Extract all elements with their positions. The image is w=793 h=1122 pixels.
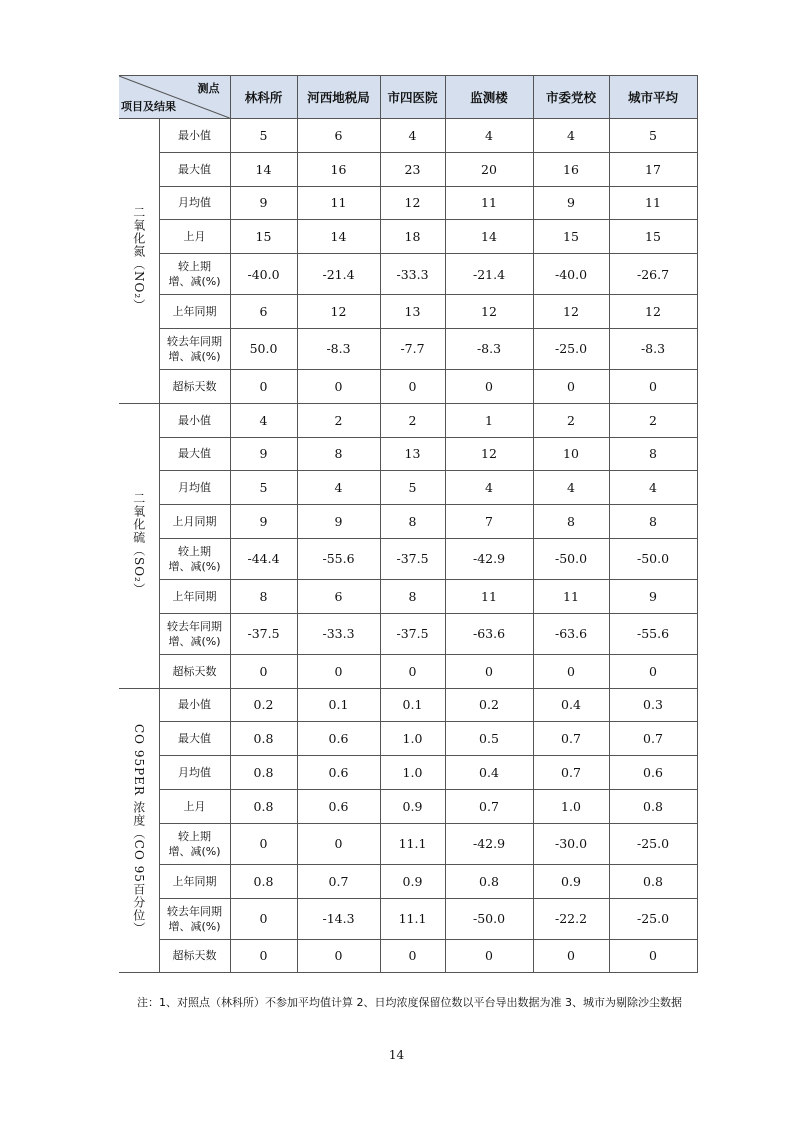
value-cell: -14.3 — [297, 898, 380, 939]
value-cell: 0.2 — [230, 688, 297, 722]
value-cell: 2 — [609, 403, 697, 437]
value-cell: 8 — [297, 437, 380, 471]
pollutant-name: 二氧化氮（NO₂） — [131, 206, 146, 313]
value-cell: -63.6 — [533, 613, 609, 654]
value-cell: 0 — [380, 939, 445, 973]
corner-top-label: 测点 — [197, 82, 220, 95]
value-cell: 0.8 — [230, 722, 297, 756]
value-cell: -25.0 — [533, 328, 609, 369]
value-cell: 12 — [445, 295, 533, 329]
value-cell: 0 — [230, 823, 297, 864]
value-cell: 4 — [533, 471, 609, 505]
table-row — [119, 505, 697, 539]
header-row — [119, 76, 697, 119]
value-cell: 50.0 — [230, 328, 297, 369]
row-label: 上年同期 — [159, 579, 230, 613]
value-cell: -25.0 — [609, 898, 697, 939]
value-cell: 8 — [609, 505, 697, 539]
row-label: 较上期 增、减(%) — [159, 823, 230, 864]
value-cell: -42.9 — [445, 538, 533, 579]
value-cell: 9 — [297, 505, 380, 539]
table-row — [119, 220, 697, 254]
value-cell: 15 — [533, 220, 609, 254]
value-cell: 5 — [609, 119, 697, 153]
row-label: 较去年同期 增、减(%) — [159, 328, 230, 369]
value-cell: 5 — [230, 119, 297, 153]
value-cell: 0 — [533, 369, 609, 403]
value-cell: -37.5 — [380, 613, 445, 654]
site-header: 监测楼 — [445, 76, 533, 119]
value-cell: 0 — [445, 939, 533, 973]
value-cell: 15 — [230, 220, 297, 254]
value-cell: 7 — [445, 505, 533, 539]
row-label: 月均值 — [159, 471, 230, 505]
value-cell: -30.0 — [533, 823, 609, 864]
value-cell: 11.1 — [380, 898, 445, 939]
value-cell: 0 — [445, 654, 533, 688]
value-cell: 0.7 — [533, 722, 609, 756]
value-cell: 0 — [533, 939, 609, 973]
table-row — [119, 823, 697, 864]
value-cell: 4 — [297, 471, 380, 505]
value-cell: -22.2 — [533, 898, 609, 939]
row-label: 超标天数 — [159, 654, 230, 688]
row-label: 超标天数 — [159, 369, 230, 403]
table-row — [119, 898, 697, 939]
table-row — [119, 471, 697, 505]
value-cell: -40.0 — [533, 254, 609, 295]
value-cell: -26.7 — [609, 254, 697, 295]
table-row — [119, 295, 697, 329]
value-cell: -33.3 — [297, 613, 380, 654]
value-cell: 0.6 — [297, 756, 380, 790]
value-cell: 8 — [609, 437, 697, 471]
row-label: 最大值 — [159, 152, 230, 186]
pollutant-name: 二氧化硫（SO₂） — [131, 492, 146, 597]
pollutant-table — [119, 75, 698, 973]
value-cell: 9 — [609, 579, 697, 613]
value-cell: 0 — [380, 369, 445, 403]
value-cell: 0 — [380, 654, 445, 688]
value-cell: -37.5 — [230, 613, 297, 654]
value-cell: 18 — [380, 220, 445, 254]
value-cell: -55.6 — [609, 613, 697, 654]
value-cell: -8.3 — [445, 328, 533, 369]
value-cell: 16 — [533, 152, 609, 186]
value-cell: 4 — [380, 119, 445, 153]
pollutant-group-label — [119, 403, 159, 688]
value-cell: 4 — [445, 471, 533, 505]
row-label: 上月同期 — [159, 505, 230, 539]
table-row — [119, 152, 697, 186]
value-cell: 1.0 — [380, 756, 445, 790]
value-cell: 11 — [533, 579, 609, 613]
value-cell: 0.8 — [609, 864, 697, 898]
value-cell: -8.3 — [297, 328, 380, 369]
value-cell: 0 — [297, 823, 380, 864]
table-row — [119, 254, 697, 295]
value-cell: -50.0 — [609, 538, 697, 579]
value-cell: 0 — [230, 654, 297, 688]
value-cell: 12 — [380, 186, 445, 220]
value-cell: 5 — [380, 471, 445, 505]
site-header: 河西地税局 — [297, 76, 380, 119]
table-row — [119, 722, 697, 756]
value-cell: 11 — [445, 579, 533, 613]
value-cell: 15 — [609, 220, 697, 254]
value-cell: 8 — [380, 579, 445, 613]
value-cell: 4 — [609, 471, 697, 505]
value-cell: 0.8 — [609, 789, 697, 823]
value-cell: -63.6 — [445, 613, 533, 654]
value-cell: 0.8 — [230, 789, 297, 823]
row-label: 较上期 增、减(%) — [159, 538, 230, 579]
row-label: 最大值 — [159, 722, 230, 756]
row-label: 上月 — [159, 789, 230, 823]
value-cell: 9 — [230, 437, 297, 471]
value-cell: -21.4 — [297, 254, 380, 295]
value-cell: -7.7 — [380, 328, 445, 369]
site-header: 林科所 — [230, 76, 297, 119]
value-cell: 10 — [533, 437, 609, 471]
value-cell: -37.5 — [380, 538, 445, 579]
table-row — [119, 369, 697, 403]
value-cell: -50.0 — [445, 898, 533, 939]
row-label: 月均值 — [159, 756, 230, 790]
table-row — [119, 403, 697, 437]
value-cell: 0 — [297, 939, 380, 973]
value-cell: 11 — [297, 186, 380, 220]
value-cell: 1 — [445, 403, 533, 437]
value-cell: 4 — [445, 119, 533, 153]
value-cell: 0.8 — [445, 864, 533, 898]
row-label: 最小值 — [159, 403, 230, 437]
value-cell: 0.6 — [297, 722, 380, 756]
value-cell: 0 — [533, 654, 609, 688]
pollutant-group-label — [119, 688, 159, 973]
row-label: 较上期 增、减(%) — [159, 254, 230, 295]
value-cell: 11 — [445, 186, 533, 220]
value-cell: 14 — [445, 220, 533, 254]
value-cell: 4 — [533, 119, 609, 153]
value-cell: 0.9 — [380, 864, 445, 898]
table-row — [119, 538, 697, 579]
value-cell: 0 — [230, 898, 297, 939]
value-cell: 9 — [230, 186, 297, 220]
value-cell: 16 — [297, 152, 380, 186]
value-cell: 23 — [380, 152, 445, 186]
row-label: 较去年同期 增、减(%) — [159, 898, 230, 939]
value-cell: 0.7 — [533, 756, 609, 790]
value-cell: 1.0 — [380, 722, 445, 756]
table-row — [119, 437, 697, 471]
table-row — [119, 186, 697, 220]
row-label: 月均值 — [159, 186, 230, 220]
corner-bottom-label: 项目及结果 — [121, 100, 176, 113]
value-cell: 0.6 — [297, 789, 380, 823]
value-cell: 0.8 — [230, 864, 297, 898]
table-row — [119, 756, 697, 790]
value-cell: -50.0 — [533, 538, 609, 579]
value-cell: 0.3 — [609, 688, 697, 722]
value-cell: 12 — [445, 437, 533, 471]
table-body — [119, 119, 697, 973]
pollutant-name: CO 95PER 浓度（CO 95百分位） — [131, 723, 146, 935]
value-cell: -8.3 — [609, 328, 697, 369]
value-cell: 0.7 — [609, 722, 697, 756]
value-cell: 0 — [230, 369, 297, 403]
value-cell: 0 — [297, 369, 380, 403]
table-row — [119, 688, 697, 722]
value-cell: 12 — [297, 295, 380, 329]
value-cell: -55.6 — [297, 538, 380, 579]
value-cell: 0.1 — [297, 688, 380, 722]
value-cell: 8 — [533, 505, 609, 539]
value-cell: 0.4 — [533, 688, 609, 722]
value-cell: 9 — [533, 186, 609, 220]
value-cell: 11 — [609, 186, 697, 220]
value-cell: 13 — [380, 295, 445, 329]
value-cell: 0 — [609, 654, 697, 688]
value-cell: 0.7 — [445, 789, 533, 823]
value-cell: 0.4 — [445, 756, 533, 790]
value-cell: 5 — [230, 471, 297, 505]
value-cell: 0.7 — [297, 864, 380, 898]
row-label: 上年同期 — [159, 295, 230, 329]
value-cell: -42.9 — [445, 823, 533, 864]
value-cell: 0.9 — [380, 789, 445, 823]
table-row — [119, 654, 697, 688]
value-cell: 12 — [609, 295, 697, 329]
value-cell: 0 — [445, 369, 533, 403]
value-cell: 6 — [297, 579, 380, 613]
value-cell: 12 — [533, 295, 609, 329]
row-label: 较去年同期 增、减(%) — [159, 613, 230, 654]
value-cell: 20 — [445, 152, 533, 186]
value-cell: 11.1 — [380, 823, 445, 864]
value-cell: 0.1 — [380, 688, 445, 722]
value-cell: 9 — [230, 505, 297, 539]
value-cell: 2 — [533, 403, 609, 437]
row-label: 最大值 — [159, 437, 230, 471]
value-cell: 14 — [297, 220, 380, 254]
value-cell: -40.0 — [230, 254, 297, 295]
table-row — [119, 579, 697, 613]
value-cell: 0.6 — [609, 756, 697, 790]
value-cell: 0 — [609, 939, 697, 973]
value-cell: 13 — [380, 437, 445, 471]
value-cell: 17 — [609, 152, 697, 186]
site-header: 城市平均 — [609, 76, 697, 119]
value-cell: 0.9 — [533, 864, 609, 898]
value-cell: 8 — [380, 505, 445, 539]
pollutant-group-label — [119, 119, 159, 404]
table-footnote: 注：1、对照点（林科所）不参加平均值计算 2、日均浓度保留位数以平台导出数据为准 3、城市为剔除沙尘数据 — [137, 996, 682, 1009]
table-row — [119, 864, 697, 898]
table-row — [119, 119, 697, 153]
value-cell: 0.5 — [445, 722, 533, 756]
value-cell: 0 — [297, 654, 380, 688]
value-cell: 1.0 — [533, 789, 609, 823]
value-cell: 6 — [230, 295, 297, 329]
value-cell: 14 — [230, 152, 297, 186]
table-row — [119, 789, 697, 823]
row-label: 超标天数 — [159, 939, 230, 973]
value-cell: -25.0 — [609, 823, 697, 864]
value-cell: -44.4 — [230, 538, 297, 579]
value-cell: 0.8 — [230, 756, 297, 790]
page-number: 14 — [388, 1048, 405, 1062]
value-cell: 4 — [230, 403, 297, 437]
row-label: 上月 — [159, 220, 230, 254]
site-header: 市四医院 — [380, 76, 445, 119]
site-header: 市委党校 — [533, 76, 609, 119]
value-cell: 8 — [230, 579, 297, 613]
table-row — [119, 328, 697, 369]
row-label: 上年同期 — [159, 864, 230, 898]
value-cell: -21.4 — [445, 254, 533, 295]
row-label: 最小值 — [159, 119, 230, 153]
value-cell: 0 — [230, 939, 297, 973]
value-cell: 6 — [297, 119, 380, 153]
table-row — [119, 939, 697, 973]
value-cell: 2 — [297, 403, 380, 437]
table-row — [119, 613, 697, 654]
value-cell: -33.3 — [380, 254, 445, 295]
corner-header — [119, 76, 230, 119]
value-cell: 2 — [380, 403, 445, 437]
row-label: 最小值 — [159, 688, 230, 722]
value-cell: 0.2 — [445, 688, 533, 722]
value-cell: 0 — [609, 369, 697, 403]
